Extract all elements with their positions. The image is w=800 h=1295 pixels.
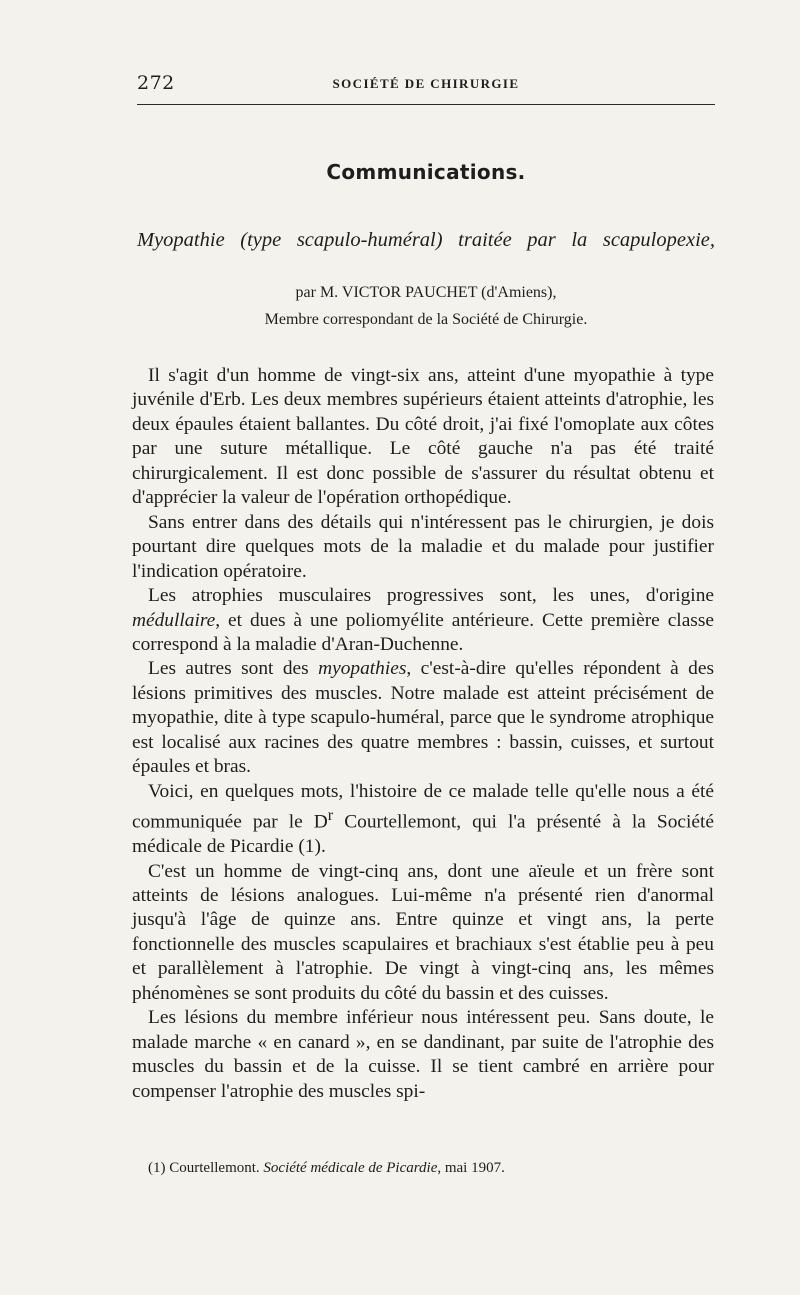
footnote-source: Société médicale de Picardie <box>263 1160 438 1176</box>
header-rule <box>137 104 715 105</box>
paragraph <box>132 657 714 779</box>
page-number: 272 <box>137 72 175 94</box>
paragraph: Il s'agit d'un homme de vingt-six ans, atteint d'une myopathie à type juvénile d'Erb. Les deux membres supérieurs étaient atteints d'atrophie, les deux épaules étaient ballantes. Du côté droit, j'ai fixé l'omoplate aux côtes par une suture métallique. Le côté gauche n'a pas été traité chirurgicalement. Il est donc possible de s'assurer du résultat obtenu et d'apprécier la valeur de l'opération orthopédique. <box>132 365 714 509</box>
emphasis: myopathies <box>318 658 407 680</box>
paragraph <box>132 511 714 584</box>
footnote-marker: (1) <box>148 1160 166 1176</box>
paragraph <box>132 584 714 657</box>
paragraph-text: Sans entrer dans des détails qui n'intéressent pas le chirurgien, je dois pourtant dire quelques mots de la maladie et du malade pour justifier l'indication opératoire. <box>132 511 714 582</box>
superscript: r <box>327 807 334 825</box>
paragraph-text: Voici, en quelques mots, l'histoire de ce malade telle qu'elle nous a été communiquée par le D <box>132 780 714 833</box>
paragraph-text: , c'est-à-dire qu'elles répondent à des lésions primitives des muscles. Notre malade est atteint précisément de myopathie, dite à type scapulo-huméral, parce que le syndrome atrophique est localisé aux racines des quatre membres : bassin, cuisses, et surtout épaules et bras. <box>132 658 714 778</box>
paragraph <box>132 780 714 860</box>
section-title: Communications. <box>326 160 526 184</box>
footnote-author: Courtellemont. <box>169 1160 260 1176</box>
article-byline: par M. VICTOR PAUCHET (d'Amiens), <box>295 284 557 301</box>
paragraph-text: Les atrophies musculaires progressives sont, les unes, d'origine <box>148 585 714 607</box>
page-header <box>137 72 715 96</box>
article-body <box>132 364 714 1104</box>
emphasis: médullaire <box>132 609 216 631</box>
footnote <box>148 1160 708 1177</box>
running-head: SOCIÉTÉ DE CHIRURGIE <box>332 76 520 91</box>
footnote-date: , mai 1907. <box>437 1160 505 1176</box>
paragraph-text: , et dues à une poliomyélite antérieure. Cette première classe correspond à la maladie d'Aran-Duchenne. <box>132 609 714 655</box>
paragraph-text: Les autres sont des <box>148 658 319 680</box>
paragraph: Les lésions du membre inférieur nous intéressent peu. Sans doute, le malade marche « en canard », en se dandinant, par suite de l'atrophie des muscles du bassin et de la cuisse. Il se tient cambré en arrière pour compenser l'atrophie des muscles spi- <box>132 1007 714 1102</box>
author-affiliation: Membre correspondant de la Société de Chirurgie. <box>264 311 588 328</box>
paragraph-text: Courtellemont, qui l'a présenté à la Société médicale de Picardie (1). <box>132 811 714 858</box>
paragraph: C'est un homme de vingt-cinq ans, dont une aïeule et un frère sont atteints de lésions analogues. Lui-même n'a présenté rien d'anormal jusqu'à l'âge de quinze ans. Entre quinze et vingt ans, la perte fonctionnelle des muscles scapulaires et brachiaux s'est établie peu à peu et parallèlement à l'atrophie. De vingt à vingt-cinq ans, les mêmes phénomènes se sont produits du côté du bassin et des cuisses. <box>132 860 714 1004</box>
article-title: Myopathie (type scapulo-huméral) traitée par la scapulopexie, <box>137 229 715 251</box>
